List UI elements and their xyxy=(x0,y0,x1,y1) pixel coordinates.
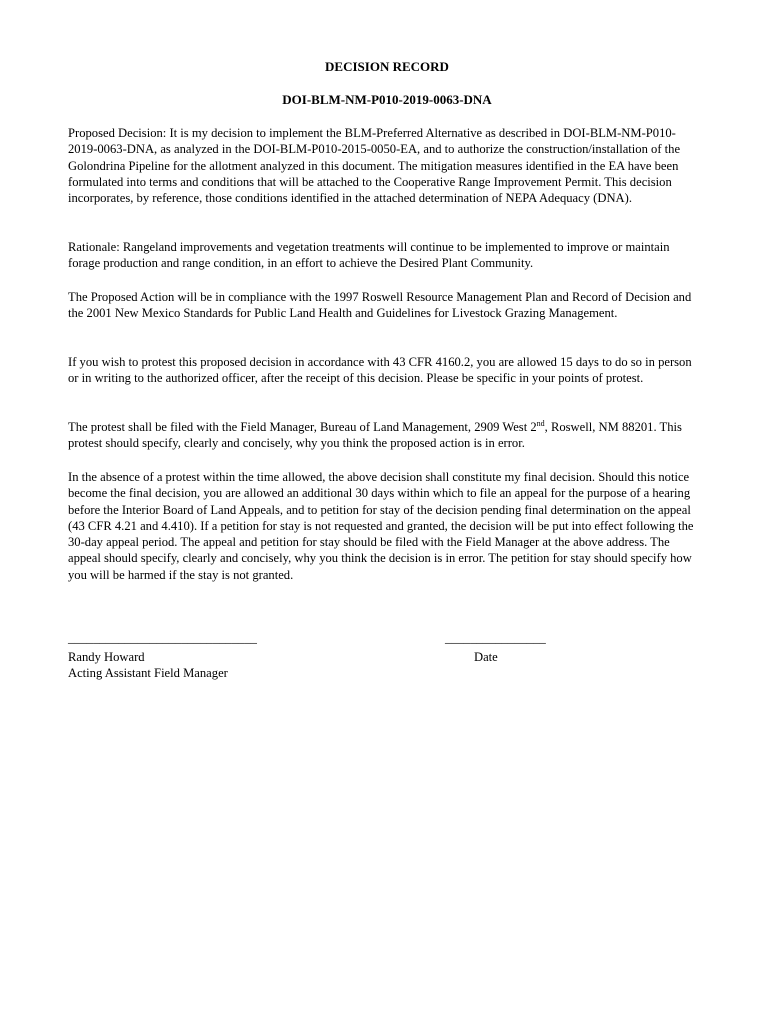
protest-window-paragraph: If you wish to protest this proposed decision in accordance with 43 CFR 4160.2, you are allowed 15 days to do so in person or in writing to the authorized officer, after the receipt of this decision. Please be specific in your points of protest. xyxy=(68,355,692,386)
rationale-paragraph: Rationale: Rangeland improvements and vegetation treatments will continue to be implemented to improve or maintain forage production and range condition, in an effort to achieve the Desired Plant Community. xyxy=(68,240,670,271)
signer-title: Acting Assistant Field Manager xyxy=(68,666,228,680)
proposed-decision-paragraph: Proposed Decision: It is my decision to implement the BLM-Preferred Alternative as described in DOI-BLM-NM-P010-2019-0063-DNA, as analyzed in the DOI-BLM-P010-2015-0050-EA, and to authorize the construction/installation of the Golondrina Pipeline for the allotment analyzed in this document. The mitigation measures identified in the EA have been formulated into terms and conditions that will be attached to the Cooperative Range Improvement Permit. This decision incorporates, by reference, those conditions identified in the attached determination of NEPA Adequacy (DNA). xyxy=(68,126,681,206)
compliance-paragraph: The Proposed Action will be in compliance with the 1997 Roswell Resource Management Plan and Record of Decision and the 2001 New Mexico Standards for Public Land Health and Guidelines for Livestock Grazing Management. xyxy=(68,290,692,321)
date-label: Date xyxy=(474,650,498,664)
protest-filing-paragraph xyxy=(68,419,700,452)
protest-filing-text-end: , Roswell, NM 88201. This protest should specify, clearly and concisely, why you think the proposed action is in error. xyxy=(68,420,682,451)
ordinal-superscript: nd xyxy=(536,418,545,428)
date-line: ________________ xyxy=(445,631,546,645)
signature-line: ______________________________ xyxy=(68,631,257,645)
protest-filing-text-start: The protest shall be filed with the Field Manager, Bureau of Land Management, 2909 West 2 xyxy=(68,420,537,434)
appeal-paragraph: In the absence of a protest within the time allowed, the above decision shall constitute my final decision. Should this notice become the final decision, you are allowed an additional 30 days within which to file an appeal for the purpose of a hearing before the Interior Board of Land Appeals, and to petition for stay of the decision pending final determination on the appeal (43 CFR 4.21 and 4.410). If a petition for stay is not requested and granted, the decision will be put into effect following the 30-day appeal period. The appeal and petition for stay should be filed with the Field Manager at the above address. The appeal should specify, clearly and concisely, why you think the decision is in error. The petition for stay should specify how you will be harmed if the stay is not granted. xyxy=(68,470,694,582)
record-id: DOI-BLM-NM-P010-2019-0063-DNA xyxy=(282,92,492,107)
signer-name: Randy Howard xyxy=(68,650,145,664)
document-title: DECISION RECORD xyxy=(325,59,449,74)
